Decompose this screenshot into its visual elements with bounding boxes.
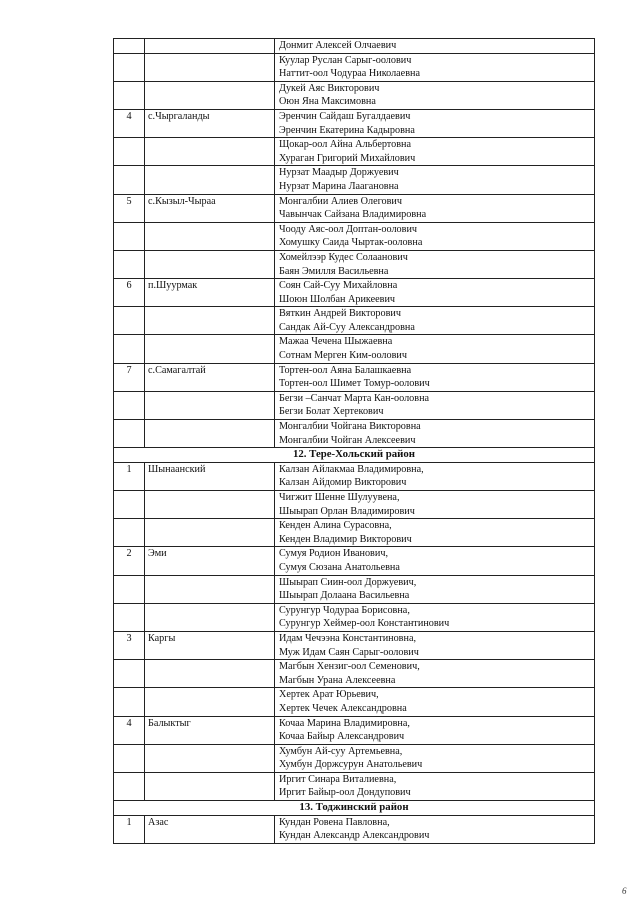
table-row	[114, 166, 595, 194]
table-row	[114, 631, 595, 659]
settlement-name	[145, 39, 275, 54]
person-name: Сурунгур Хеймер-оол Константинович	[279, 618, 450, 630]
table-row	[114, 222, 595, 250]
row-number	[114, 307, 145, 335]
settlement-name	[145, 138, 275, 166]
person-name: Донмит Алексей Олчаевич	[279, 40, 397, 51]
person-name: Монгалбии Алиев Олегович	[279, 195, 402, 207]
settlement-name	[145, 307, 275, 335]
person-name: Бегзи –Санчат Марта Кан-ооловна	[279, 392, 430, 404]
family-names	[275, 744, 595, 772]
family-names	[275, 222, 595, 250]
row-number	[114, 688, 145, 716]
person-name: Сумуя Сюзана Анатольевна	[279, 561, 400, 573]
table-row	[114, 420, 595, 448]
person-name: Иргит Байыр-оол Дондупович	[279, 787, 411, 799]
table-row	[114, 575, 595, 603]
person-name: Эренчин Екатерина Кадыровна	[279, 124, 415, 136]
family-names	[275, 603, 595, 631]
person-name: Шоюн Шолбан Арикеевич	[279, 293, 396, 305]
person-name: Сумуя Родион Иванович,	[279, 548, 388, 560]
person-name: Тортен-оол Аяна Балашкаевна	[279, 364, 412, 376]
table-row	[114, 307, 595, 335]
person-name: Шыырап Долаана Васильевна	[279, 590, 410, 602]
person-name: Тортен-оол Шимет Томур-оолович	[279, 378, 430, 390]
person-name: Наттит-оол Чодураа Николаевна	[279, 68, 420, 80]
table-row	[114, 772, 595, 800]
row-number	[114, 491, 145, 519]
settlement-name	[145, 250, 275, 278]
row-number	[114, 166, 145, 194]
row-number	[114, 575, 145, 603]
table-row	[114, 81, 595, 109]
settlement-name	[145, 575, 275, 603]
person-name: Кундан Александр Александрович	[279, 830, 430, 842]
person-name: Иргит Синара Виталиевна,	[279, 773, 397, 785]
family-names	[275, 307, 595, 335]
person-name: Калзан Айдомир Викторович	[279, 477, 407, 489]
settlement-name	[145, 166, 275, 194]
settlement-name	[145, 53, 275, 81]
settlement-name: Азас	[145, 815, 275, 843]
family-names	[275, 39, 595, 54]
settlement-name	[145, 222, 275, 250]
person-name: Вяткин Андрей Викторович	[279, 308, 401, 320]
person-name: Сотнам Мерген Ким-оолович	[279, 350, 407, 362]
family-names	[275, 279, 595, 307]
person-name: Кочаа Марина Владимировна,	[279, 717, 410, 729]
row-number: 4	[114, 109, 145, 137]
settlement-name	[145, 772, 275, 800]
table-row	[114, 491, 595, 519]
family-names	[275, 575, 595, 603]
row-number	[114, 53, 145, 81]
family-names	[275, 250, 595, 278]
row-number	[114, 222, 145, 250]
person-name: Кундан Ровена Павловна,	[279, 816, 390, 828]
person-name: Соян Сай-Суу Михайловна	[279, 280, 398, 292]
family-names	[275, 462, 595, 490]
table-row	[114, 194, 595, 222]
row-number: 4	[114, 716, 145, 744]
person-name: Магбын Хензиг-оол Семенович,	[279, 661, 420, 673]
person-name: Хертек Арат Юрьевич,	[279, 689, 379, 701]
person-name: Шыырап Орлан Владимирович	[279, 505, 415, 517]
table-row	[114, 744, 595, 772]
person-name: Щокар-оол Айна Альбертовна	[279, 139, 411, 151]
person-name: Хумбун Доржсурун Анатольевич	[279, 759, 423, 771]
person-name: Шыырап Сиин-оол Доржуевич,	[279, 576, 417, 588]
person-name: Оюн Яна Максимовна	[279, 96, 376, 108]
row-number	[114, 603, 145, 631]
table-row	[114, 39, 595, 54]
settlement-name: Балыктыг	[145, 716, 275, 744]
family-names	[275, 660, 595, 688]
person-name: Баян Эмилля Васильевна	[279, 265, 389, 277]
family-names	[275, 166, 595, 194]
row-number	[114, 39, 145, 54]
table-row	[114, 279, 595, 307]
row-number: 5	[114, 194, 145, 222]
settlement-name	[145, 491, 275, 519]
person-name: Хомейлээр Кудес Солаанович	[279, 251, 408, 263]
row-number: 1	[114, 815, 145, 843]
table-row	[114, 109, 595, 137]
table-row	[114, 138, 595, 166]
row-number: 2	[114, 547, 145, 575]
family-names	[275, 53, 595, 81]
table-row	[114, 363, 595, 391]
person-name: Нурзат Маадыр Доржуевич	[279, 167, 399, 179]
settlement-name	[145, 660, 275, 688]
person-name: Калзан Айлакмаа Владимировна,	[279, 463, 424, 475]
row-number	[114, 250, 145, 278]
table-row	[114, 688, 595, 716]
family-names	[275, 716, 595, 744]
family-names	[275, 391, 595, 419]
row-number	[114, 138, 145, 166]
family-names	[275, 772, 595, 800]
settlement-name	[145, 420, 275, 448]
person-name: Идам Чечээна Константиновна,	[279, 632, 417, 644]
settlement-name	[145, 688, 275, 716]
settlement-name: с.Кызыл-Чыраа	[145, 194, 275, 222]
table-row	[114, 335, 595, 363]
settlement-name: с.Чыргаланды	[145, 109, 275, 137]
settlement-name: Шынаанский	[145, 462, 275, 490]
page-number: 6	[622, 886, 627, 896]
row-number	[114, 391, 145, 419]
district-header-row	[114, 801, 595, 816]
person-name: Чигжит Шенне Шулуувена,	[279, 492, 400, 503]
row-number: 7	[114, 363, 145, 391]
table-row	[114, 603, 595, 631]
family-names	[275, 109, 595, 137]
row-number	[114, 420, 145, 448]
settlement-name: Эми	[145, 547, 275, 575]
settlement-name	[145, 603, 275, 631]
table-body	[114, 39, 595, 844]
settlement-name: Каргы	[145, 631, 275, 659]
person-name: Хумбун Ай-суу Артемьевна,	[279, 745, 403, 757]
person-name: Хураган Григорий Михайлович	[279, 152, 416, 164]
family-names	[275, 815, 595, 843]
person-name: Чооду Аяс-оол Доптан-оолович	[279, 223, 418, 235]
settlement-name	[145, 744, 275, 772]
table-row	[114, 815, 595, 843]
row-number	[114, 519, 145, 547]
family-names	[275, 335, 595, 363]
district-title: 12. Тере-Хольский район	[114, 448, 595, 463]
person-name: Бегзи Болат Хертекович	[279, 406, 384, 418]
family-names	[275, 631, 595, 659]
table-row	[114, 462, 595, 490]
person-name: Муж Идам Саян Сарыг-оолович	[279, 646, 419, 658]
settlement-name	[145, 391, 275, 419]
row-number	[114, 335, 145, 363]
person-name: Хертек Чечек Александровна	[279, 702, 407, 714]
person-name: Куулар Руслан Сарыг-оолович	[279, 54, 412, 66]
row-number	[114, 744, 145, 772]
participants-table	[113, 38, 595, 844]
family-names	[275, 420, 595, 448]
row-number: 6	[114, 279, 145, 307]
settlement-name	[145, 519, 275, 547]
person-name: Нурзат Марина Лаагановна	[279, 180, 399, 192]
person-name: Мажаа Чечена Шыжаевна	[279, 336, 393, 348]
family-names	[275, 491, 595, 519]
person-name: Магбын Урана Алексеевна	[279, 674, 396, 686]
person-name: Хомушку Саида Чыртак-ооловна	[279, 237, 423, 249]
person-name: Сандак Ай-Суу Александровна	[279, 321, 415, 333]
family-names	[275, 138, 595, 166]
person-name: Эренчин Сайдаш Бугалдаевич	[279, 110, 411, 122]
person-name: Чавынчак Сайзана Владимировна	[279, 209, 427, 221]
table-row	[114, 519, 595, 547]
district-header-row	[114, 448, 595, 463]
settlement-name: с.Самагалтай	[145, 363, 275, 391]
row-number	[114, 81, 145, 109]
settlement-name	[145, 81, 275, 109]
family-names	[275, 547, 595, 575]
person-name: Монгалбии Чойгана Викторовна	[279, 421, 421, 433]
person-name: Кенден Алина Сурасовна,	[279, 520, 392, 532]
person-name: Дукей Аяс Викторович	[279, 82, 380, 94]
person-name: Кочаа Байыр Александрович	[279, 731, 405, 743]
family-names	[275, 81, 595, 109]
table-row	[114, 53, 595, 81]
table-row	[114, 250, 595, 278]
row-number	[114, 772, 145, 800]
table-row	[114, 716, 595, 744]
family-names	[275, 363, 595, 391]
row-number: 3	[114, 631, 145, 659]
settlement-name	[145, 335, 275, 363]
table-row	[114, 660, 595, 688]
district-title: 13. Тоджинский район	[114, 801, 595, 816]
person-name: Кенден Владимир Викторович	[279, 533, 412, 545]
person-name: Сурунгур Чодураа Борисовна,	[279, 604, 410, 616]
table-row	[114, 547, 595, 575]
family-names	[275, 519, 595, 547]
family-names	[275, 688, 595, 716]
row-number	[114, 660, 145, 688]
table-row	[114, 391, 595, 419]
person-name: Монгалбии Чойган Алексеевич	[279, 434, 416, 446]
family-names	[275, 194, 595, 222]
row-number: 1	[114, 462, 145, 490]
settlement-name: п.Шуурмак	[145, 279, 275, 307]
